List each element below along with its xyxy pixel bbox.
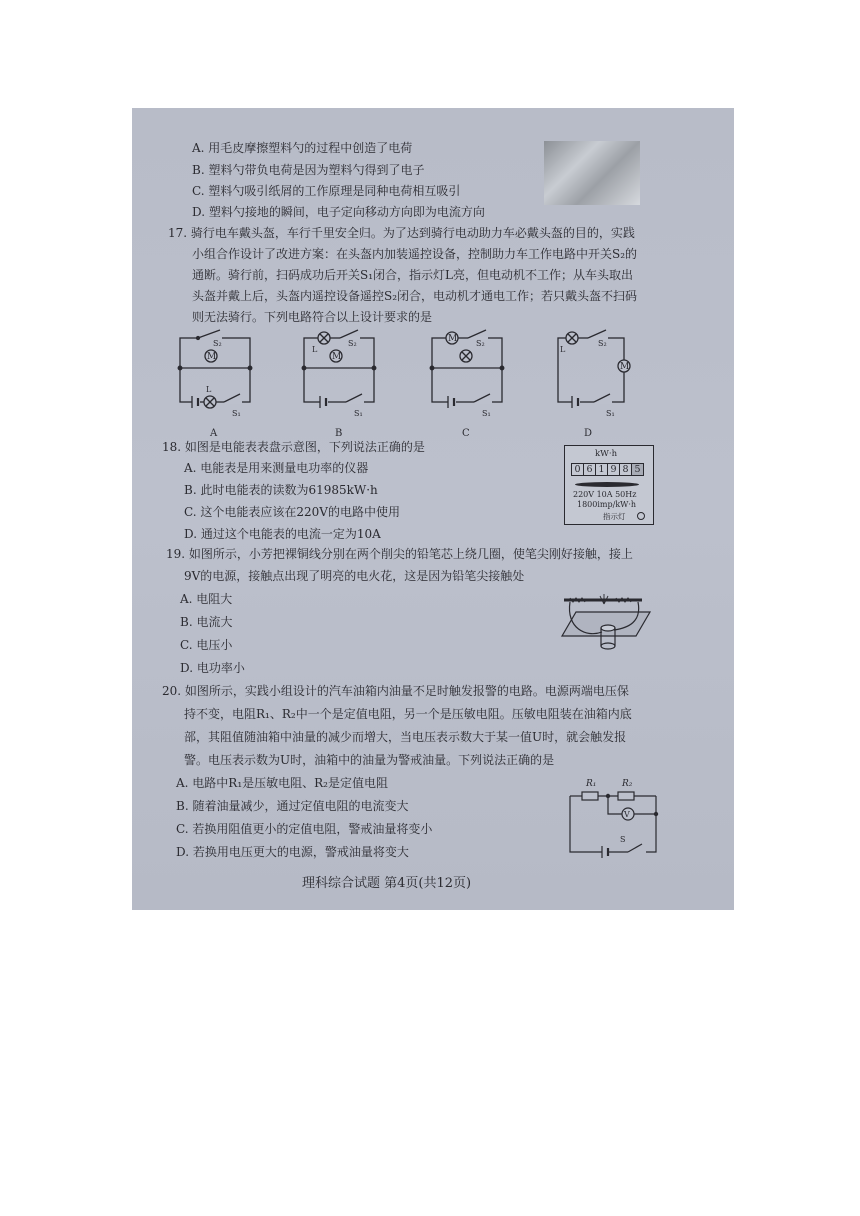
q17-stem-line-3: 通断。骑行前，扫码成功后开关S₁闭合，指示灯L亮，但电动机不工作；从车头取出 (192, 268, 634, 282)
meter-spec-2: 1800imp/kW·h (577, 500, 637, 509)
meter-digits (571, 463, 644, 476)
circuit-d-lamp-label: L (560, 345, 566, 354)
circuit-c[interactable] (430, 330, 504, 408)
circuit-a-label: A (210, 428, 218, 439)
meter-digit: 0 (572, 464, 584, 475)
circuit-a-motor-symbol: M (207, 352, 217, 362)
circuit-b-s1-label: S₁ (354, 409, 363, 418)
circuit-b-lamp-label: L (312, 345, 318, 354)
switch-s-label: S (620, 835, 626, 844)
q17-circuits (132, 326, 734, 446)
meter-digit: 6 (584, 464, 596, 475)
q18-option-a[interactable]: A. 电能表是用来测量电功率的仪器 (184, 461, 369, 475)
q19-option-b[interactable]: B. 电流大 (180, 615, 233, 629)
r2-label: R₂ (622, 779, 633, 789)
q19-stem-line-2: 9V的电源，接触点出现了明亮的电火花，这是因为铅笔尖接触处 (184, 569, 525, 583)
meter-spec-1: 220V 10A 50Hz (573, 490, 637, 499)
circuit-c-motor-symbol: M (448, 334, 458, 344)
meter-digit: 8 (620, 464, 632, 475)
meter-digit-decimal: 5 (632, 464, 643, 475)
q16-option-a[interactable]: A. 用毛皮摩擦塑料勺的过程中创造了电荷 (192, 141, 413, 155)
meter-disc (575, 482, 639, 487)
q20-circuit (562, 772, 672, 862)
r1-label: R₁ (586, 779, 597, 789)
q20-stem-line-3: 部，其阻值随油箱中油量的减少而增大，当电压表示数大于某一值U时，就会触发报 (184, 730, 627, 744)
q18-option-c[interactable]: C. 这个电能表应该在220V的电路中使用 (184, 505, 400, 519)
circuit-b-motor-symbol: M (332, 352, 342, 362)
circuit-b[interactable] (302, 330, 376, 408)
circuit-d-s2-label: S₂ (598, 339, 607, 348)
meter-digit: 9 (608, 464, 620, 475)
q19-stem-line-1: 19. 如图所示，小芳把裸铜线分别在两个削尖的铅笔芯上绕几圈，使笔尖刚好接触，接上 (166, 547, 633, 561)
q20-option-c[interactable]: C. 若换用阻值更小的定值电阻，警戒油量将变小 (176, 822, 433, 836)
indicator-lamp-icon (637, 512, 645, 520)
page-footer: 理科综合试题 第4页(共12页) (302, 876, 472, 891)
circuit-d-label: D (584, 428, 593, 439)
q20-stem-line-1: 20. 如图所示，实践小组设计的汽车油箱内油量不足时触发报警的电路。电源两端电压保 (162, 684, 629, 698)
circuit-d-s1-label: S₁ (606, 409, 615, 418)
q17-stem-line-1: 17. 骑行电车戴头盔，车行千里安全归。为了达到骑行电动助力车必戴头盔的目的，实践 (168, 226, 635, 240)
circuit-d-motor-symbol: M (620, 362, 630, 372)
q20-option-a[interactable]: A. 电路中R₁是压敏电阻、R₂是定值电阻 (176, 776, 388, 790)
meter-unit: kW·h (595, 449, 618, 459)
circuit-c-s2-label: S₂ (476, 339, 485, 348)
circuit-c-label: C (462, 428, 470, 439)
q18-option-d[interactable]: D. 通过这个电能表的电流一定为10A (184, 527, 381, 541)
circuit-a-s1-label: S₁ (232, 409, 241, 418)
q20-option-b[interactable]: B. 随着油量减少，通过定值电阻的电流变大 (176, 799, 409, 813)
q19-option-d[interactable]: D. 电功率小 (180, 661, 245, 675)
q16-option-b[interactable]: B. 塑料勺带负电荷是因为塑料勺得到了电子 (192, 163, 425, 177)
meter-indicator-label: 指示灯 (603, 512, 626, 521)
energy-meter (564, 445, 654, 525)
pencil-spark-figure (556, 588, 656, 658)
meter-digit: 1 (596, 464, 608, 475)
circuit-b-s2-label: S₂ (348, 339, 357, 348)
voltmeter-symbol: V (624, 810, 630, 819)
q17-stem-line-2: 小组合作设计了改进方案：在头盔内加装遥控设备，控制助力车工作电路中开关S₂的 (192, 247, 638, 261)
circuit-a-s2-label: S₂ (213, 339, 222, 348)
q18-stem: 18. 如图是电能表表盘示意图，下列说法正确的是 (162, 440, 425, 454)
q18-option-b[interactable]: B. 此时电能表的读数为61985kW·h (184, 483, 378, 497)
q20-stem-line-2: 持不变，电阻R₁、R₂中一个是定值电阻，另一个是压敏电阻。压敏电阻装在油箱内底 (184, 707, 632, 721)
q16-option-d[interactable]: D. 塑料勺接地的瞬间，电子定向移动方向即为电流方向 (192, 205, 485, 219)
q17-stem-line-4: 头盔并戴上后，头盔内遥控设备遥控S₂闭合，电动机才通电工作；若只戴头盔不扫码 (192, 289, 638, 303)
spoon-photo (544, 141, 640, 205)
circuit-c-s1-label: S₁ (482, 409, 491, 418)
q19-option-a[interactable]: A. 电阻大 (180, 592, 233, 606)
exam-page (132, 108, 734, 910)
circuit-b-label: B (335, 428, 343, 439)
q19-option-c[interactable]: C. 电压小 (180, 638, 233, 652)
circuit-a-lamp-label: L (206, 385, 212, 394)
q16-option-c[interactable]: C. 塑料勺吸引纸屑的工作原理是同种电荷相互吸引 (192, 184, 461, 198)
q17-stem-line-5: 则无法骑行。下列电路符合以上设计要求的是 (192, 310, 433, 324)
q20-stem-line-4: 警。电压表示数为U时，油箱中的油量为警戒油量。下列说法正确的是 (184, 753, 555, 767)
q20-option-d[interactable]: D. 若换用电压更大的电源，警戒油量将变大 (176, 845, 409, 859)
